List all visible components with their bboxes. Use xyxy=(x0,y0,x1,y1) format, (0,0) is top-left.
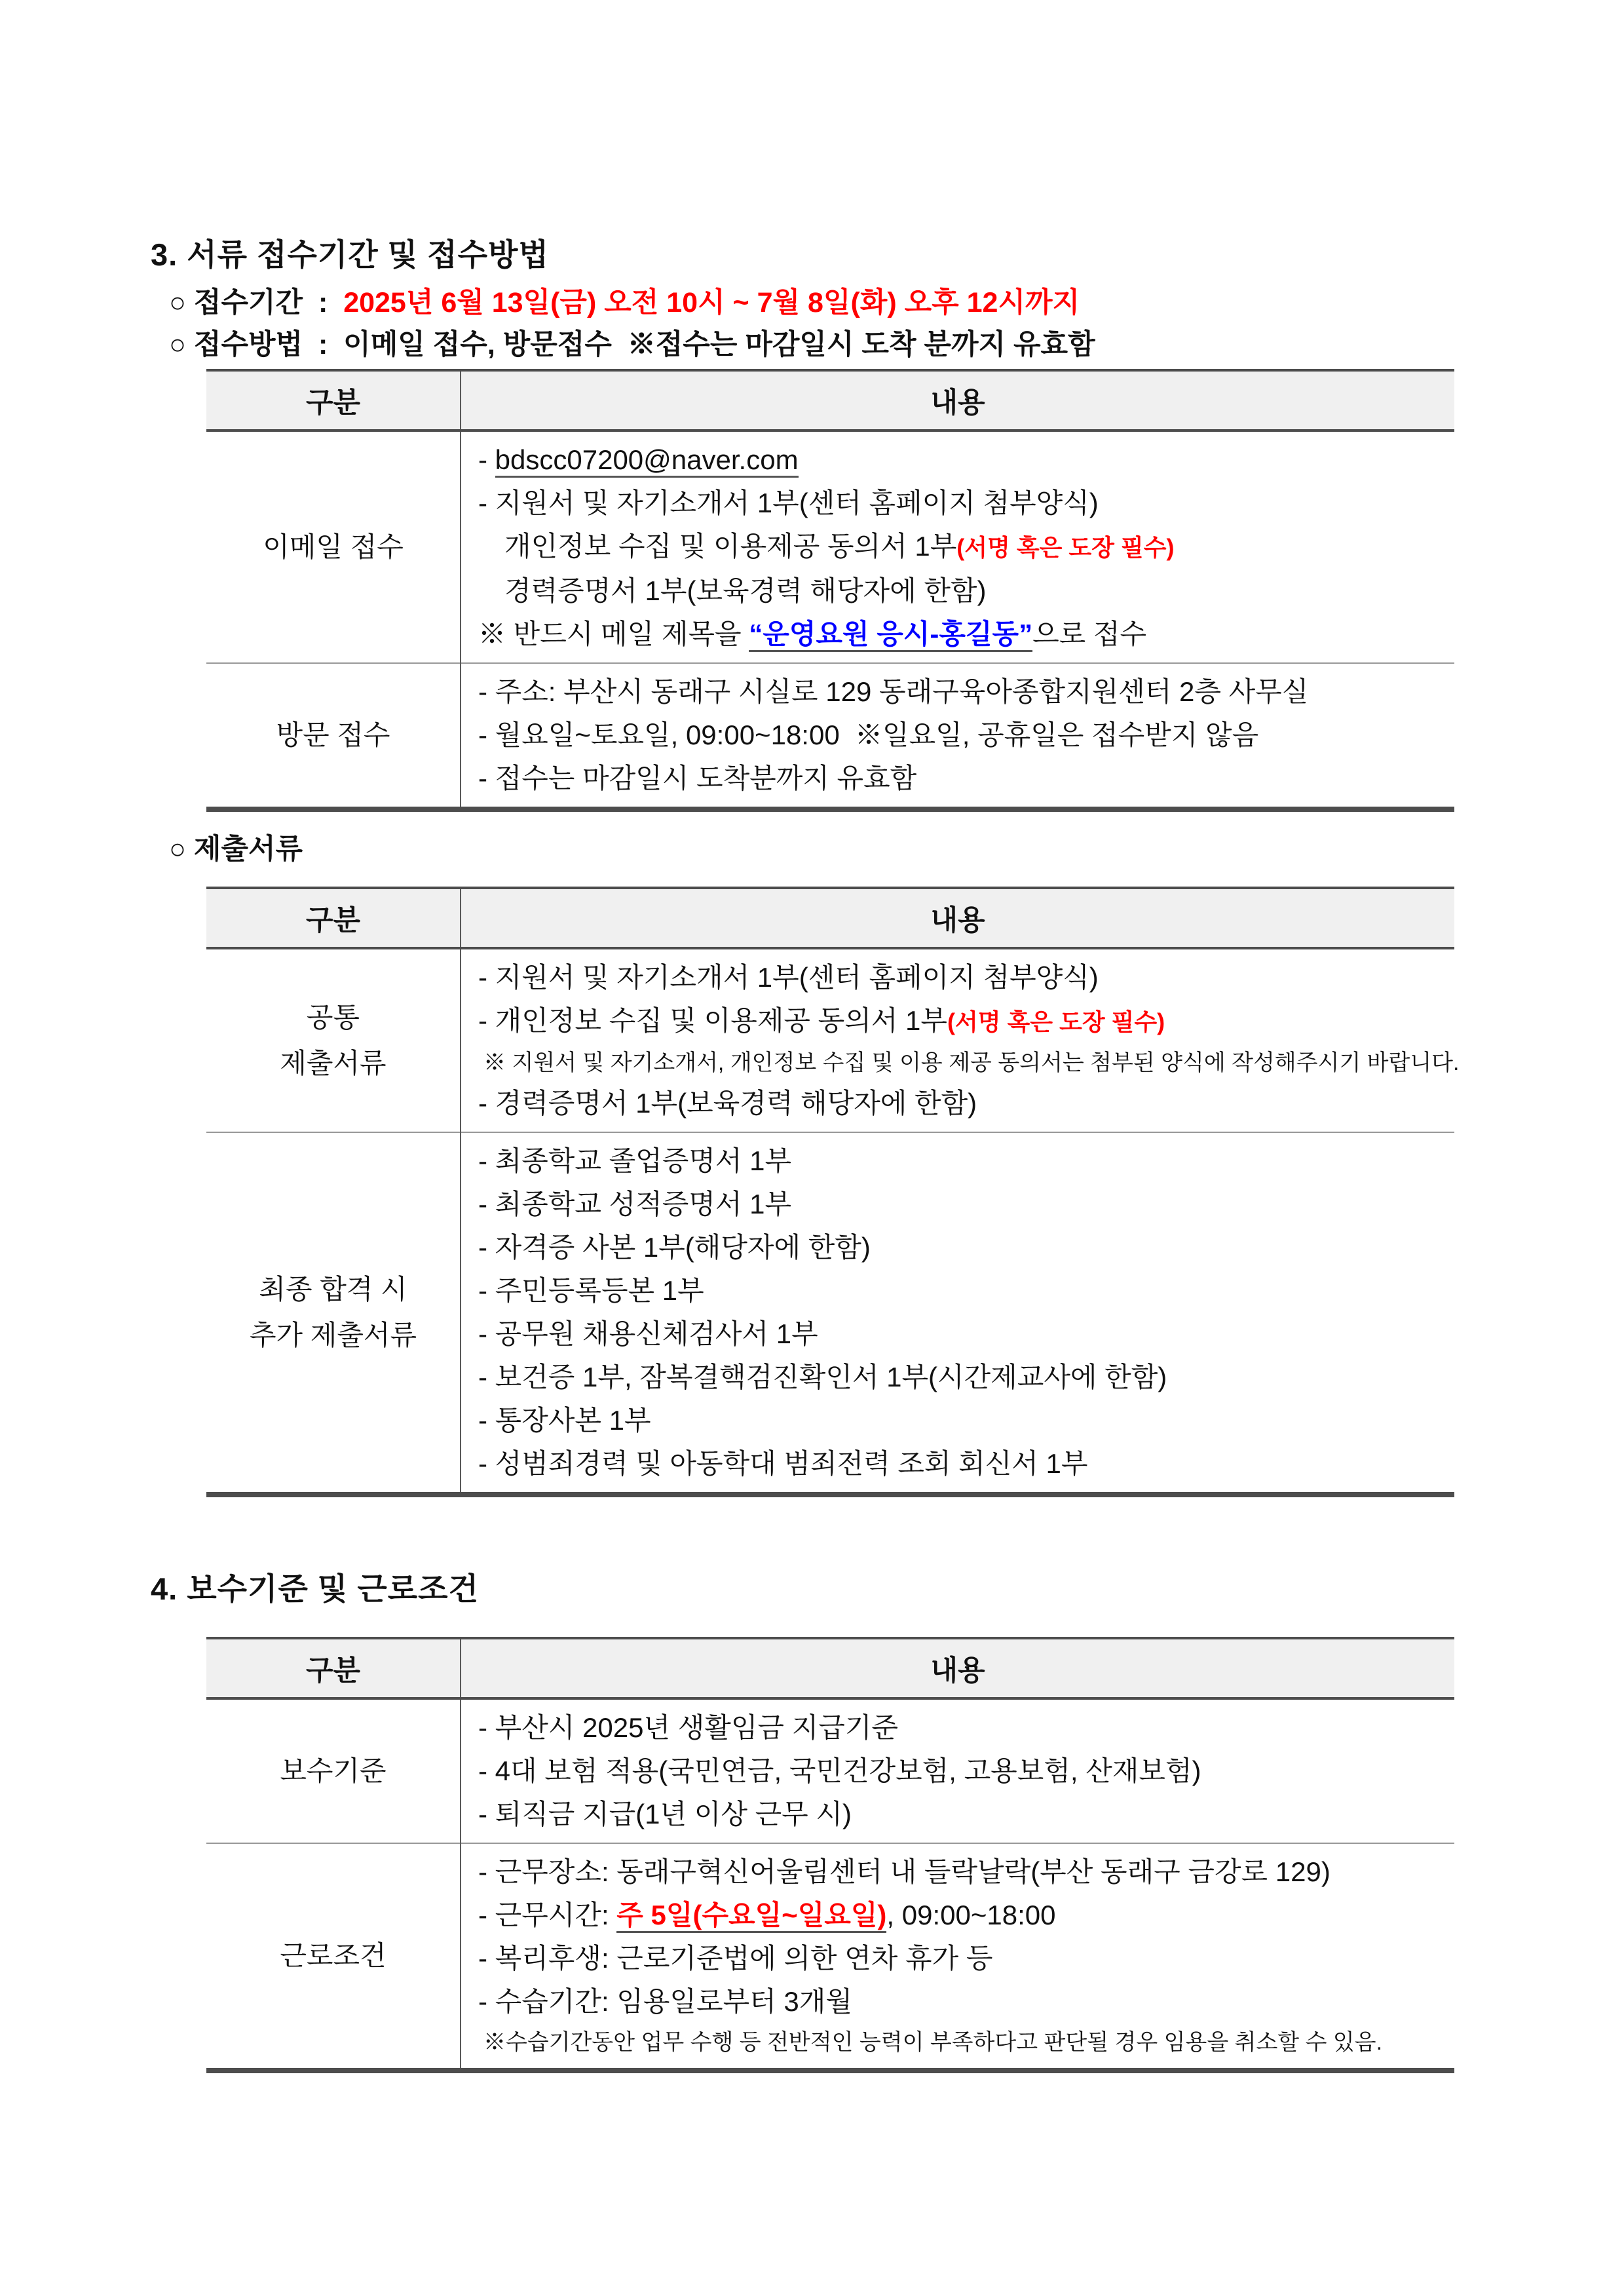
content-line xyxy=(478,1139,1437,1183)
row-label-cell xyxy=(206,1132,461,1495)
data-table xyxy=(206,887,1460,1497)
content-line xyxy=(478,1980,1437,2023)
text-segment: - 주소: 부산시 동래구 시실로 129 동래구육아종합지원센터 2층 사무실 xyxy=(478,676,1309,707)
text-segment: ○ 제출서류 xyxy=(169,833,303,865)
submission-docs-table xyxy=(206,887,1460,1497)
content-line xyxy=(478,1442,1437,1485)
text-segment: - 성범죄경력 및 아동학대 범죄전력 조회 회신서 1부 xyxy=(478,1448,1088,1479)
row-label-line: 보수기준 xyxy=(280,1755,387,1786)
submission-docs-heading xyxy=(169,827,303,867)
reception-period-item xyxy=(169,280,1080,320)
text-segment: 경력증명서 1부(보육경력 해당자에 한함) xyxy=(504,575,987,606)
content-line xyxy=(478,1750,1437,1793)
content-line xyxy=(478,569,1437,613)
data-table xyxy=(206,369,1454,812)
text-segment: - 4대 보험 적용(국민연금, 국민건강보험, 고용보험, 산재보험) xyxy=(478,1755,1201,1786)
content-line xyxy=(478,613,1437,656)
column-header: 구분 xyxy=(206,370,461,430)
content-line xyxy=(478,438,1437,482)
text-segment: , 09:00~18:00 xyxy=(886,1900,1056,1930)
row-label-cell xyxy=(206,663,461,809)
content-line xyxy=(478,525,1437,569)
table-header-row xyxy=(206,370,1454,430)
content-line xyxy=(478,1183,1437,1226)
text-segment: (서명 혹은 도장 필수) xyxy=(947,1008,1165,1035)
content-line xyxy=(478,1269,1437,1312)
text-segment: - 경력증명서 1부(보육경력 해당자에 한함) xyxy=(478,1088,977,1119)
data-table xyxy=(206,1637,1454,2073)
content-line xyxy=(478,670,1437,714)
row-content-cell xyxy=(461,430,1454,663)
content-line xyxy=(478,956,1437,999)
text-segment: - 공무원 채용신체검사서 1부 xyxy=(478,1318,818,1349)
text-segment: - xyxy=(478,444,495,475)
column-header: 구분 xyxy=(206,888,461,948)
table-row xyxy=(206,1698,1454,1843)
reception-method-item xyxy=(169,322,1095,362)
table-row xyxy=(206,430,1454,663)
text-segment: - 지원서 및 자기소개서 1부(센터 홈페이지 첨부양식) xyxy=(478,488,1099,518)
row-content-cell xyxy=(461,948,1460,1132)
row-label-cell xyxy=(206,1843,461,2071)
text-segment: - 부산시 2025년 생활임금 지급기준 xyxy=(478,1712,898,1743)
text-segment: - 주민등록등본 1부 xyxy=(478,1275,704,1306)
row-label-line: 방문 접수 xyxy=(276,719,390,750)
content-line xyxy=(478,1082,1437,1125)
text-segment: 2025년 6월 13일(금) 오전 10시 ~ 7월 8일(화) 오후 12시까지 xyxy=(343,287,1080,318)
pay-conditions-table xyxy=(206,1637,1454,2073)
column-header: 내용 xyxy=(461,888,1454,948)
table-row xyxy=(206,1132,1454,1495)
text-segment: ※ 지원서 및 자기소개서, 개인정보 수집 및 이용 제공 동의서는 첨부된 양식에 작성해주시기 바랍니다. xyxy=(483,1050,1460,1075)
text-segment: 으로 접수 xyxy=(1032,619,1147,649)
content-line xyxy=(478,999,1437,1044)
text-segment: bdscc07200@naver.com xyxy=(495,444,799,478)
row-label-line: 추가 제출서류 xyxy=(249,1320,417,1350)
content-line xyxy=(478,1706,1437,1750)
content-line xyxy=(478,1894,1437,1937)
content-line xyxy=(478,1793,1437,1836)
section-4-heading: 4. 보수기준 및 근로조건 xyxy=(151,1571,479,1606)
text-segment: “운영요원 응시-홍길동” xyxy=(749,619,1032,652)
column-header: 내용 xyxy=(461,1638,1454,1698)
text-segment: - 보건증 1부, 잠복결핵검진확인서 1부(시간제교사에 한함) xyxy=(478,1362,1167,1392)
text-segment: - 자격증 사본 1부(해당자에 한함) xyxy=(478,1232,871,1263)
content-line xyxy=(478,714,1437,757)
text-segment: - 접수는 마감일시 도착분까지 유효함 xyxy=(478,763,917,794)
text-segment: 주 5일(수요일~일요일) xyxy=(616,1900,886,1933)
text-segment: ※ 반드시 메일 제목을 xyxy=(478,619,749,649)
content-line xyxy=(478,1044,1460,1082)
row-label-line: 근로조건 xyxy=(280,1940,387,1971)
text-segment: - 근무시간: xyxy=(478,1900,617,1930)
row-content-cell xyxy=(461,663,1454,809)
column-header: 구분 xyxy=(206,1638,461,1698)
content-line xyxy=(478,1850,1437,1894)
text-segment: ○ 접수방법 : 이메일 접수, 방문접수 ※접수는 마감일시 도착 분까지 유효함 xyxy=(169,329,1095,360)
row-label-line: 공통 xyxy=(306,1002,360,1033)
text-segment: ○ 접수기간 : xyxy=(169,287,344,318)
text-segment: - 근무장소: 동래구혁신어울림센터 내 들락날락(부산 동래구 금강로 129) xyxy=(478,1856,1331,1887)
section-3-heading: 3. 서류 접수기간 및 접수방법 xyxy=(151,237,549,272)
text-segment: - 통장사본 1부 xyxy=(478,1405,651,1436)
row-label-line: 최종 합격 시 xyxy=(259,1274,407,1305)
content-line xyxy=(478,1937,1437,1980)
text-segment: ※수습기간동안 업무 수행 등 전반적인 능력이 부족하다고 판단될 경우 임용을 취소할 수 있음. xyxy=(483,2030,1383,2055)
row-label-line: 제출서류 xyxy=(280,1048,387,1079)
content-line xyxy=(478,2023,1437,2061)
table-row xyxy=(206,663,1454,809)
text-segment: - 최종학교 졸업증명서 1부 xyxy=(478,1145,792,1176)
table-row xyxy=(206,948,1454,1132)
row-content-cell xyxy=(461,1698,1454,1843)
content-line xyxy=(478,1312,1437,1356)
text-segment: - 개인정보 수집 및 이용제공 동의서 1부 xyxy=(478,1005,947,1036)
row-content-cell xyxy=(461,1132,1454,1495)
row-label-line: 이메일 접수 xyxy=(263,531,404,562)
text-segment: 개인정보 수집 및 이용제공 동의서 1부 xyxy=(504,531,957,562)
table-header-row xyxy=(206,888,1454,948)
text-segment: - 수습기간: 임용일로부터 3개월 xyxy=(478,1986,852,2017)
text-segment: - 지원서 및 자기소개서 1부(센터 홈페이지 첨부양식) xyxy=(478,962,1099,993)
column-header: 내용 xyxy=(461,370,1454,430)
row-label-cell xyxy=(206,948,461,1132)
content-line xyxy=(478,1356,1437,1399)
text-segment: (서명 혹은 도장 필수) xyxy=(956,534,1175,561)
row-label-cell xyxy=(206,1698,461,1843)
content-line xyxy=(478,1226,1437,1269)
text-segment: - 복리후생: 근로기준법에 의한 연차 휴가 등 xyxy=(478,1943,993,1974)
content-line xyxy=(478,757,1437,800)
table-header-row xyxy=(206,1638,1454,1698)
text-segment: - 퇴직금 지급(1년 이상 근무 시) xyxy=(478,1799,852,1829)
content-line xyxy=(478,482,1437,525)
text-segment: - 월요일~토요일, 09:00~18:00 ※일요일, 공휴일은 접수받지 않음 xyxy=(478,719,1259,750)
row-content-cell xyxy=(461,1843,1454,2071)
content-line xyxy=(478,1399,1437,1442)
row-label-cell xyxy=(206,430,461,663)
text-segment: - 최종학교 성적증명서 1부 xyxy=(478,1189,792,1219)
reception-method-table xyxy=(206,369,1454,812)
table-row xyxy=(206,1843,1454,2071)
